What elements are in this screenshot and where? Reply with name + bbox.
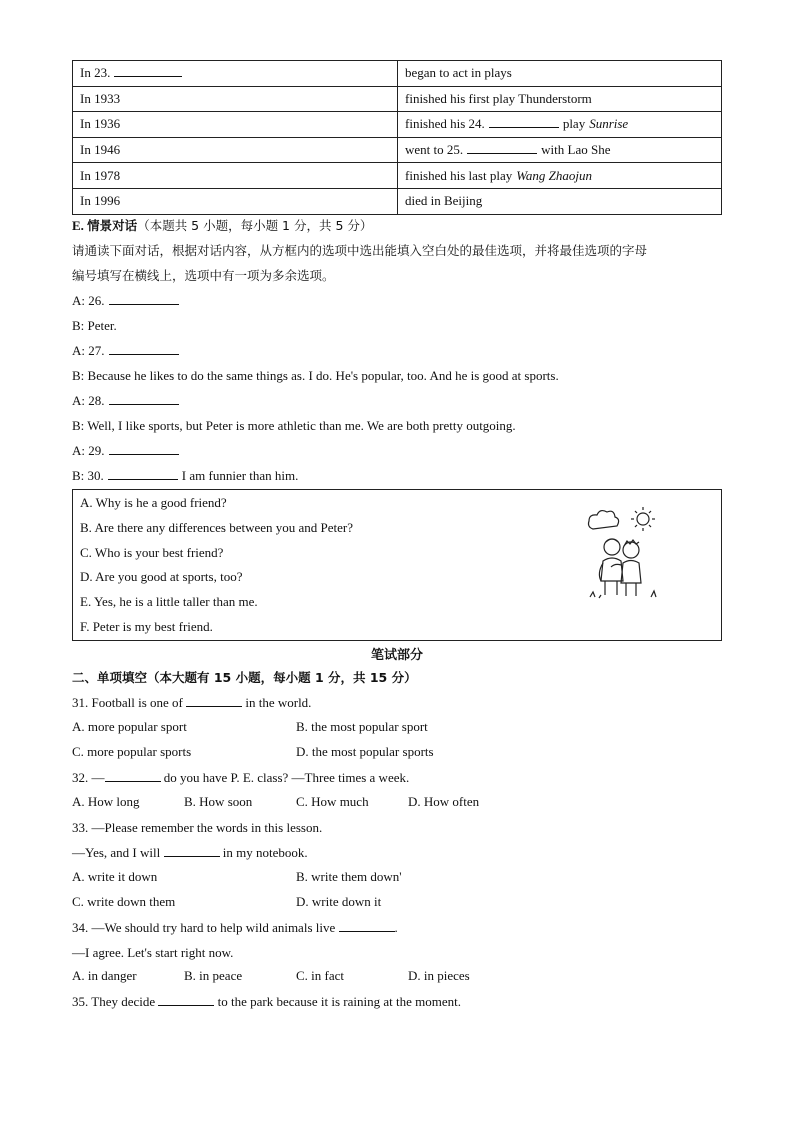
section-e-label: E. (72, 218, 84, 233)
timeline-event-cell (398, 112, 722, 138)
dialogue-line (72, 342, 179, 360)
timeline-year-cell (73, 61, 398, 87)
dialogue-line (72, 317, 117, 335)
dialogue-line (72, 467, 298, 485)
answer-blank[interactable] (109, 293, 179, 305)
dialogue-line (72, 442, 179, 460)
timeline-event: went to 25. (405, 142, 464, 158)
dialogue-text: A: 26. (72, 293, 105, 308)
answer-blank[interactable] (109, 393, 179, 405)
timeline-row (73, 61, 722, 87)
timeline-event: finished his last play (405, 167, 513, 183)
question-32: 32. — do you have P. E. class? —Three times a week. (72, 770, 410, 785)
q34-option-d: D. in pieces (408, 968, 470, 983)
dialogue-line (72, 367, 559, 385)
q33-option-a: A. write it down (72, 869, 158, 884)
dialogue-line (72, 417, 516, 435)
dialogue-line (72, 392, 179, 410)
q31-option-b: B. the most popular sport (296, 719, 428, 734)
q34-option-c: C. in fact (296, 968, 345, 983)
option-e: E. Yes, he is a little taller than me. (80, 594, 258, 609)
timeline-year: In 1996 (80, 193, 121, 209)
play-title: Wang Zhaojun (516, 167, 592, 183)
question-33-line-1: 33. —Please remember the words in this lesson. (72, 820, 323, 835)
dialogue-text: B: Because he likes to do the same things as. I do. He's popular, too. And he is good at sports. (72, 368, 559, 383)
answer-blank[interactable] (339, 920, 395, 932)
timeline-year-cell (73, 137, 398, 163)
exam-page (72, 60, 722, 1009)
answer-blank[interactable] (489, 116, 559, 128)
dialogue-text: A: 27. (72, 343, 105, 358)
section-e-instruction-1: 请通读下面对话，根据对话内容，从方框内的选项中选出能填入空白处的最佳选项，并将最佳选项的字母 (72, 243, 648, 258)
answer-blank[interactable] (164, 845, 220, 857)
section-e-heading (72, 217, 372, 235)
timeline-year: In 1946 (80, 142, 121, 158)
dialogue-text: A: 28. (72, 393, 105, 408)
timeline-event: finished his 24. (405, 116, 485, 132)
timeline-event-cell (398, 137, 722, 163)
option-c: C. Who is your best friend? (80, 545, 224, 560)
q31-option-d: D. the most popular sports (296, 744, 434, 759)
timeline-year-cell (73, 112, 398, 138)
q34-option-b: B. in peace (184, 968, 243, 983)
play-title: Sunrise (589, 116, 629, 132)
timeline-table (72, 60, 722, 215)
q31-option-c: C. more popular sports (72, 744, 192, 759)
dialogue-line (72, 292, 179, 310)
timeline-event-cell (398, 188, 722, 214)
q32-option-a: A. How long (72, 794, 140, 809)
timeline-event-cell (398, 61, 722, 87)
q33-option-c: C. write down them (72, 894, 176, 909)
timeline-event-tail: play (562, 116, 586, 132)
timeline-year: In 23. (80, 65, 111, 81)
timeline-event-tail: with Lao She (541, 142, 611, 158)
timeline-year-cell (73, 188, 398, 214)
section-e-instruction-2: 编号填写在横线上，选项中有一项为多余选项。 (72, 268, 335, 283)
timeline-year: In 1936 (80, 116, 121, 132)
answer-blank[interactable] (114, 65, 182, 77)
option-b: B. Are there any differences between you and Peter? (80, 520, 354, 535)
dialogue-text: B: Well, I like sports, but Peter is more athletic than me. We are both pretty outgoing. (72, 418, 516, 433)
option-a: A. Why is he a good friend? (80, 495, 227, 510)
answer-blank[interactable] (186, 695, 242, 707)
option-d: D. Are you good at sports, too? (80, 569, 243, 584)
friends-illustration (585, 505, 665, 605)
timeline-event: died in Beijing (405, 193, 483, 209)
q32-option-c: C. How much (296, 794, 369, 809)
timeline-row (73, 137, 722, 163)
answer-blank[interactable] (467, 142, 537, 154)
timeline-row (73, 163, 722, 189)
written-part-title: 笔试部分 (370, 648, 423, 663)
answer-blank[interactable] (109, 343, 179, 355)
question-33-line-2: —Yes, and I will in my notebook. (72, 845, 308, 860)
q31-option-a: A. more popular sport (72, 719, 187, 734)
timeline-row (73, 112, 722, 138)
option-f: F. Peter is my best friend. (80, 619, 213, 634)
q32-option-b: B. How soon (184, 794, 253, 809)
q33-option-b: B. write them down' (296, 869, 402, 884)
question-34-line-2: —I agree. Let's start right now. (72, 945, 234, 960)
timeline-year-cell (73, 163, 398, 189)
timeline-event: began to act in plays (405, 65, 512, 81)
question-34: 34. —We should try hard to help wild animals live . (72, 920, 398, 935)
timeline-year: In 1933 (80, 90, 121, 106)
section-e-title-note: （本题共 5 小题，每小题 1 分，共 5 分） (137, 218, 373, 233)
question-31: 31. Football is one of in the world. (72, 695, 312, 710)
options-box (72, 489, 722, 641)
timeline-event-cell (398, 163, 722, 189)
timeline-row (73, 188, 722, 214)
dialogue-text: B: 30. (72, 468, 104, 483)
section-e-title: 情景对话 (87, 218, 138, 233)
section-2-title: 二、单项填空（本大题有 15 小题，每小题 1 分，共 15 分） (72, 670, 417, 685)
dialogue-text-tail: I am funnier than him. (181, 468, 299, 483)
timeline-event: finished his first play Thunderstorm (405, 90, 592, 106)
timeline-year-cell (73, 86, 398, 112)
q34-option-a: A. in danger (72, 968, 137, 983)
dialogue-text: A: 29. (72, 443, 105, 458)
dialogue-text: B: Peter. (72, 318, 117, 333)
answer-blank[interactable] (158, 994, 214, 1006)
timeline-row (73, 86, 722, 112)
answer-blank[interactable] (108, 468, 178, 480)
answer-blank[interactable] (109, 443, 179, 455)
question-35: 35. They decide to the park because it is raining at the moment. (72, 994, 461, 1009)
timeline-year: In 1978 (80, 167, 121, 183)
timeline-event-cell (398, 86, 722, 112)
q32-option-d: D. How often (408, 794, 480, 809)
q33-option-d: D. write down it (296, 894, 382, 909)
answer-blank[interactable] (105, 770, 161, 782)
